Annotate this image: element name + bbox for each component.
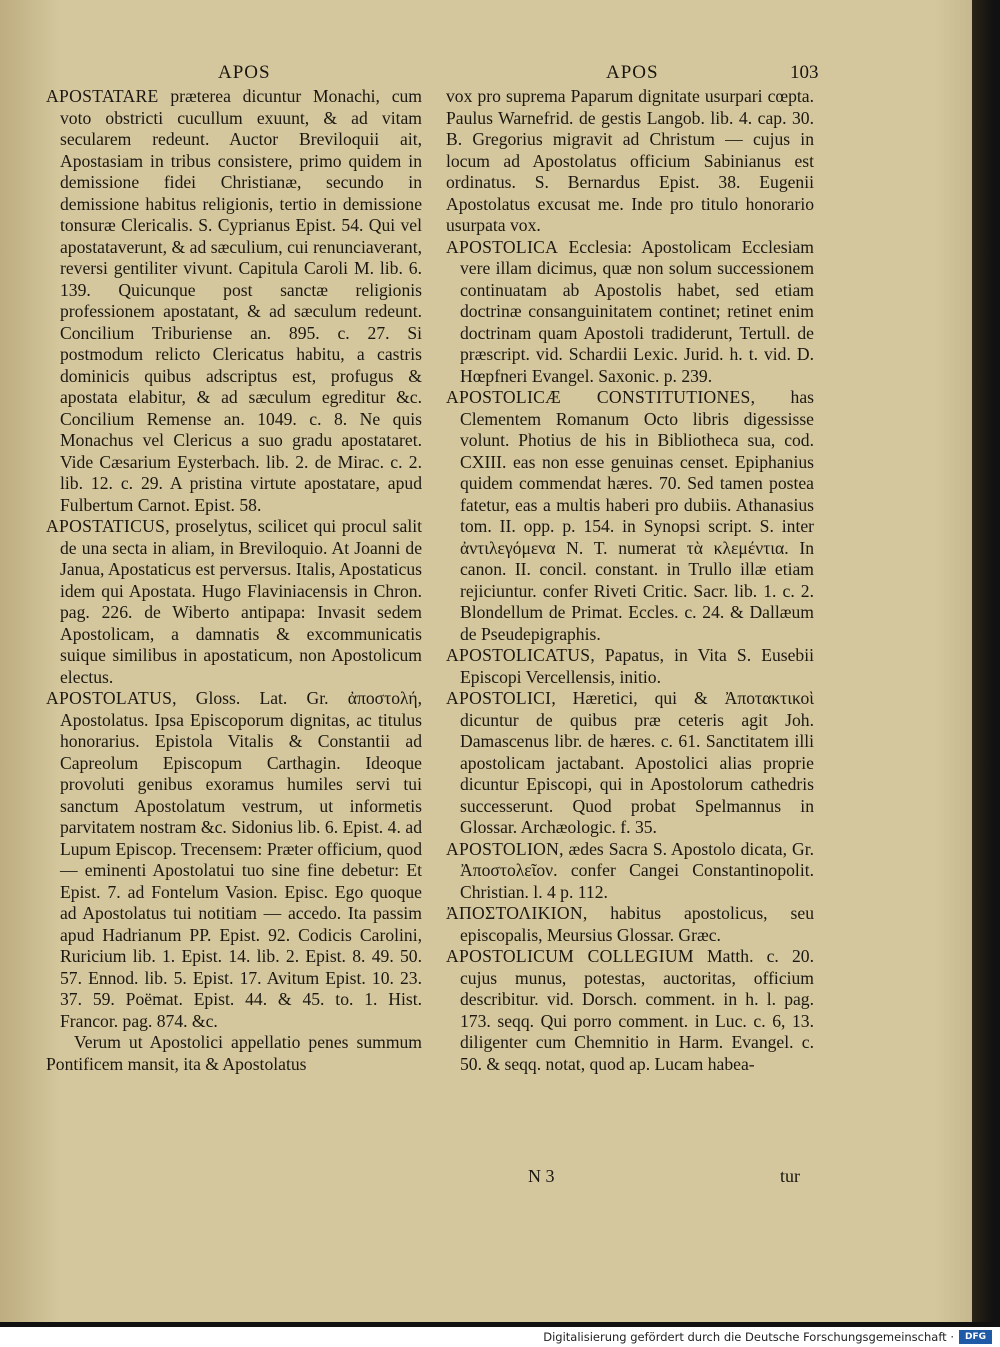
entry-text: , proselytus, scilicet qui procul salit de una secta in aliam, in Breviloquio. At Joanni de Janua, Apostaticus est perversus. Italis, Apostaticus idem qui Apostata. Hugo Flaviniacensis in Chron. pag. 226. de Wiberto antipapa: Invasit sedem Apostolicam, a damnatis & excommunicatis suique similibus in apostaticum, non Apostolicum electus. [60, 516, 422, 687]
entry-text: Verum ut Apostolici appellatio penes summum Pontificem mansit, ita & Apostolatus [46, 1032, 422, 1074]
entry-text: , Papatus, in Vita S. Eusebii Episcopi Vercellensis, initio. [460, 645, 814, 687]
entry-text: vox pro suprema Paparum dignitate usurpari cœpta. Paulus Warnefrid. de gestis Langob. lib. 4. cap. 30. B. Gregorius migravit ad Christum — cujus in locum ad Apostolatus officium Sabinianus est ordinatus. S. Bernardus Epist. 38. Eugenii Apostolatus excusat me. Inde pro titulo honorario usurpata vox. [446, 86, 814, 235]
dictionary-entry [446, 237, 814, 388]
running-title-left: APOS [218, 62, 271, 83]
dictionary-entry [446, 387, 814, 645]
running-title-right: APOS [606, 62, 659, 83]
catchword: tur [780, 1166, 800, 1186]
dictionary-entry [446, 903, 814, 946]
entry-headword: APOSTOLICI [446, 688, 552, 708]
dictionary-entry [446, 946, 814, 1075]
page-edge-shadow [972, 0, 994, 1322]
dictionary-entry [46, 688, 422, 1032]
continuation-paragraph [46, 1032, 422, 1075]
signature-mark: N 3 [528, 1166, 555, 1186]
digitization-credit-bar [0, 1327, 1000, 1347]
entry-headword: APOSTOLICATUS [446, 645, 591, 665]
entry-headword: APOSTATARE [46, 86, 159, 106]
dictionary-entry [46, 516, 422, 688]
entry-text: præterea dicuntur Monachi, cum voto obstricti cucullum exuunt, & ad vitam secularem redeunt. Auctor Breviloquii ait, Apostasiam in tribus consistere, primo quidem in demissione fidei Christianæ, secundo in demissione habitus religionis, tertio in demissione tonsuræ Clericalis. S. Cyprianus Epist. 54. Qui vel apostataverunt, & ad sæculium, cui renunciaverant, reversi gentiliter vivunt. Capitula Caroli M. lib. 6. 139. Quicunque post sanctæ religionis professionem apostatant, & ad sæculum redeunt. Concilium Triburiense an. 895. c. 27. Si postmodum relicto Clericatus habitu, a castris dominicis quibus adscriptus est, profugus & apostata elabitur, & ad sæculum egreditur &c. Concilium Remense an. 1049. c. 8. Ne quis Monachus vel Clericus a suo gradu apostataret. Vide Cæsarium Eysterbach. lib. 2. de Mirac. c. 2. lib. 12. c. 29. A pristina virtute apostatare, apud Fulbertum Carnot. Epist. 58. [60, 86, 422, 515]
dfg-logo: DFG [959, 1330, 992, 1344]
page-number: 103 [790, 62, 819, 83]
dictionary-entry [446, 688, 814, 839]
entry-headword: APOSTOLICA [446, 236, 559, 257]
entry-text: , Hæretici, qui & Ἀποτακτικοὶ dicuntur de quibus præ ceteris agit Joh. Damascenus libr. de hæres. c. 61. Sanctitatem illi apostolicam jactabant. Apostolici alias proprie dicuntur Episcopi, qui in Apostolorum cathedris successerunt. Quod probat Spelmannus in Glossar. Archæologic. f. 35. [460, 688, 814, 837]
left-column [46, 86, 422, 1075]
dictionary-entry [446, 645, 814, 688]
dictionary-entry [446, 839, 814, 904]
entry-text: Ecclesia: Apostolicam Ecclesiam vere illam dicimus, quæ non solum successionem continuatam ab Apostolis habet, sed etiam doctrinæ consanguinitatem continet; retinet enim doctrinam quam Apostoli tradiderunt, Tertull. de præscript. vid. Schardii Lexic. Jurid. h. t. vid. D. Hœpfneri Evangel. Saxonic. p. 239. [460, 236, 814, 386]
page-footer [0, 1166, 994, 1190]
credit-text: Digitalisierung gefördert durch die Deutsche Forschungsgemeinschaft · [543, 1330, 954, 1344]
entry-headword: APOSTOLION [446, 838, 560, 859]
entry-headword: APOSTOLICUM COLLEGIUM [446, 946, 694, 966]
entry-text: , Gloss. Lat. Gr. ἀποστολή, Apostolatus. Ipsa Episcoporum dignitas, ac titulus honorarius. Epistola Vitalis & Constantii ad Capreolum Episcopum Carthagin. Ideoque provoluti genibus exoramus humiles servi tui sanctum Apostolatum vestrum, ut informetis parvitatem nostram &c. Sidonius lib. 6. Epist. 4. ad Lupum Episcop. Trecensem: Præter officium, quod — eminenti Apostolatui tuo sine fine debetur: Et Epist. 7. ad Fontelum Vasion. Episc. Ego quoque ad Apostolatus tui notitiam — accedo. Ita passim apud Hadrianum PP. Epist. 92. Codicis Carolini, Ruricium lib. 1. Epist. 14. lib. 2. Epist. 8. 49. 50. 57. Ennod. lib. 5. Epist. 17. Avitum Epist. 10. 23. 37. 59. Poëmat. Epist. 44. & 45. to. 1. Hist. Francor. pag. 874. &c. [60, 688, 422, 1031]
entry-text: , ædes Sacra S. Apostolo dicata, Gr. Ἀποστολεῖον. confer Cangei Constantinopolit. Christian. l. 4 p. 112. [460, 838, 814, 902]
entry-headword: ἈΠΟΣΤΟΛΙΚΙΟΝ [446, 903, 583, 923]
right-column [446, 86, 814, 1075]
entry-text: , habitus apostolicus, seu episcopalis, Meursius Glossar. Græc. [460, 903, 814, 945]
entry-headword: APOSTOLICÆ CONSTITUTIONES [446, 387, 751, 407]
entry-headword: APOSTATICUS [46, 516, 166, 536]
entry-text: Matth. c. 20. cujus munus, potestas, auctoritas, officium describitur. vid. Dorsch. comment. in h. l. pag. 173. seqq. Qui porro comment. in Luc. c. 6, 13. diligenter cum Chemnitio in Harm. Evangel. c. 50. & seqq. notat, quod ap. Lucam habea- [460, 946, 814, 1074]
entry-headword: APOSTOLATUS [46, 688, 173, 708]
continued-text [446, 86, 814, 237]
entry-text: , has Clementem Romanum Octo libris digessisse volunt. Photius de his in Bibliotheca sua, cod. CXIII. eas non esse genuinas censet. Epiphanius quidem commendat hæres. 70. Sed tamen postea fatetur, eas a multis haberi pro dubiis. Athanasius tom. II. opp. p. 154. in Synopsi script. S. inter ἀντιλεγόμενα N. T. numerat τὰ κλεμέντια. In canon. II. concil. constant. in Trullo illæ etiam rejiciuntur. confer Riveti Critic. Sacr. lib. 1. c. 2. Blondellum de Primat. Eccles. c. 24. & Dallæum de Pseudepigraphis. [460, 387, 814, 644]
dictionary-entry [46, 86, 422, 516]
